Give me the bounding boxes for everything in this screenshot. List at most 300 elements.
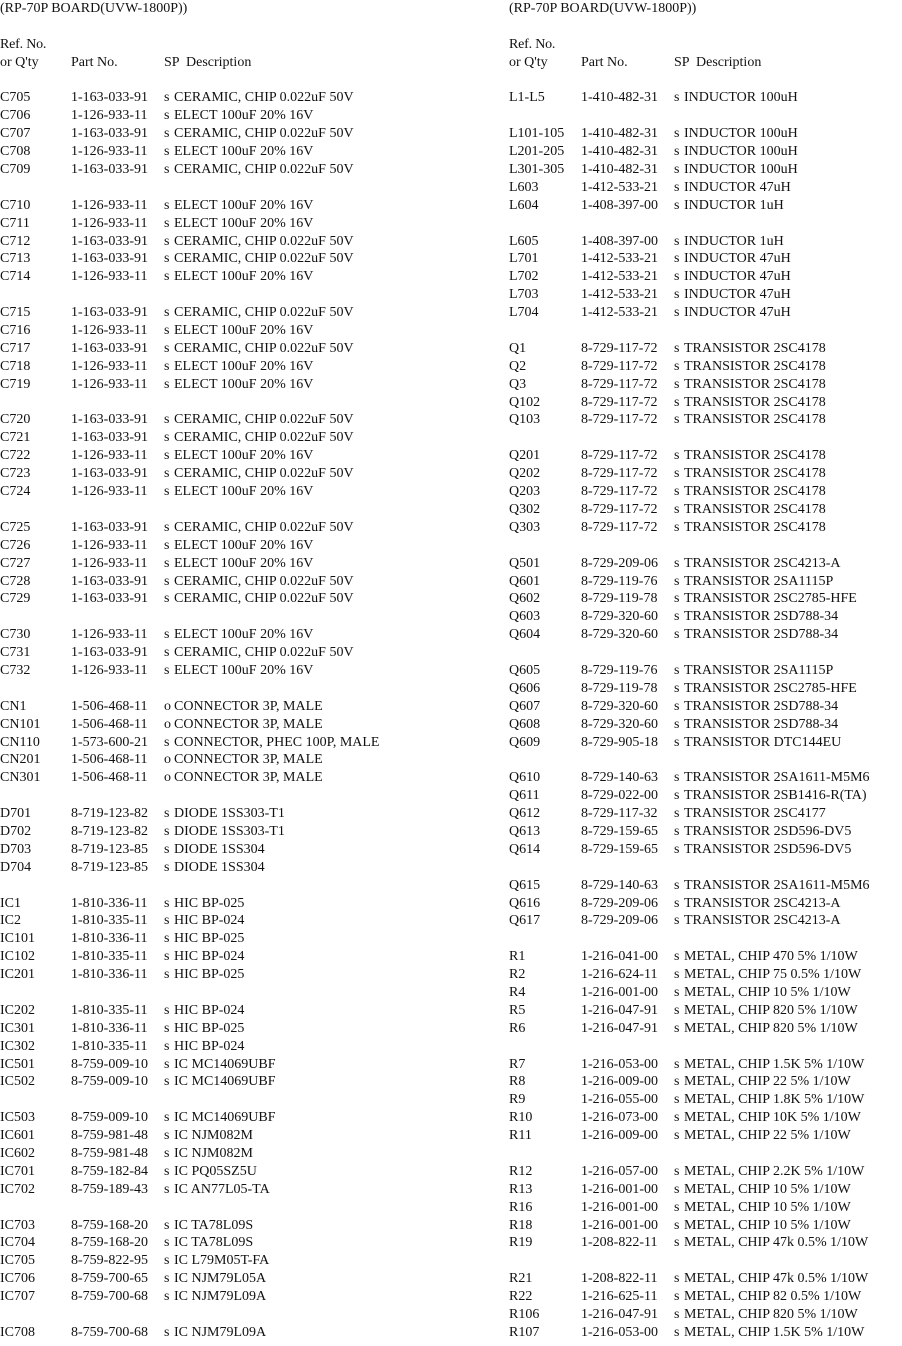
sp-code: s — [674, 806, 680, 822]
part-row — [509, 734, 902, 752]
part-row — [0, 805, 450, 823]
description: IC AN77L05-TA — [174, 1181, 270, 1197]
description: ELECT 100uF 20% 16V — [174, 448, 314, 464]
description: IC PQ05SZ5U — [174, 1163, 257, 1179]
sp-code: s — [674, 179, 680, 195]
part-row — [0, 769, 450, 787]
part-no: 1-216-001-00 — [581, 1181, 658, 1197]
description: ELECT 100uF 20% 16V — [174, 358, 314, 374]
sp-code: s — [674, 716, 680, 732]
part-no: 8-729-119-78 — [581, 680, 658, 696]
sp-code: s — [164, 1324, 170, 1340]
ref-no: C706 — [0, 108, 31, 124]
part-row — [509, 698, 902, 716]
description: CERAMIC, CHIP 0.022uF 50V — [174, 340, 354, 356]
sp-code: s — [674, 251, 680, 267]
ref-no: Q501 — [509, 555, 541, 571]
ref-no: CN101 — [0, 716, 41, 732]
description: IC NJM082M — [174, 1128, 253, 1144]
sp-code: s — [164, 913, 170, 929]
part-no: 1-810-336-11 — [71, 1020, 148, 1036]
ref-no: IC302 — [0, 1038, 35, 1054]
sp-code: s — [674, 591, 680, 607]
part-no: 8-729-117-72 — [581, 448, 658, 464]
part-row — [509, 680, 902, 698]
part-row — [0, 483, 450, 501]
sp-code: s — [164, 931, 170, 947]
description: ELECT 100uF 20% 16V — [174, 627, 314, 643]
ref-no: L1-L5 — [509, 90, 545, 106]
part-row — [0, 930, 450, 948]
sp-code: s — [164, 430, 170, 446]
ref-no: Q606 — [509, 680, 541, 696]
part-row — [0, 1073, 450, 1091]
part-row — [509, 769, 902, 787]
part-no: 1-126-933-11 — [71, 484, 148, 500]
ref-no: R106 — [509, 1307, 540, 1323]
part-no: 1-126-933-11 — [71, 269, 148, 285]
description: IC NJM79L09A — [174, 1324, 267, 1340]
description: ELECT 100uF 20% 16V — [174, 323, 314, 339]
part-row — [0, 948, 450, 966]
part-no: 8-759-009-10 — [71, 1110, 148, 1126]
part-row — [509, 286, 902, 304]
part-no: 8-759-700-68 — [71, 1324, 148, 1340]
description: CONNECTOR 3P, MALE — [174, 716, 323, 732]
part-no: 8-729-209-06 — [581, 555, 658, 571]
description: DIODE 1SS304 — [174, 841, 265, 857]
sp-code: s — [164, 144, 170, 160]
description: TRANSISTOR 2SC2785-HFE — [684, 680, 857, 696]
part-row — [509, 1073, 902, 1091]
part-row — [0, 1324, 450, 1342]
part-row — [509, 304, 902, 322]
ref-no: L201-205 — [509, 144, 565, 160]
ref-no: Q608 — [509, 716, 541, 732]
ref-no: IC701 — [0, 1163, 35, 1179]
ref-no: D701 — [0, 806, 32, 822]
ref-no: Q2 — [509, 358, 527, 374]
part-no: 1-408-397-00 — [581, 197, 658, 213]
part-row — [0, 1056, 450, 1074]
part-row — [509, 233, 902, 251]
part-no: 1-506-468-11 — [71, 770, 148, 786]
ref-no: C723 — [0, 466, 31, 482]
part-no: 1-506-468-11 — [71, 698, 148, 714]
sp-code: s — [674, 287, 680, 303]
description: TRANSISTOR 2SC2785-HFE — [684, 591, 857, 607]
sp-code: s — [164, 233, 170, 249]
part-row — [0, 376, 450, 394]
sp-code: s — [674, 823, 680, 839]
ref-no: Q609 — [509, 734, 541, 750]
part-no: 1-412-533-21 — [581, 251, 658, 267]
part-row — [509, 608, 902, 626]
sp-code: s — [674, 662, 680, 678]
part-row — [0, 1181, 450, 1199]
description: HIC BP-025 — [174, 1020, 245, 1036]
description: ELECT 100uF 20% 16V — [174, 662, 314, 678]
sp-code: s — [674, 1307, 680, 1323]
sp-code: s — [164, 734, 170, 750]
ref-no: C710 — [0, 197, 31, 213]
description: TRANSISTOR 2SD788-34 — [684, 716, 839, 732]
sp-code: s — [674, 144, 680, 160]
part-no: 1-163-033-91 — [71, 645, 148, 661]
description: TRANSISTOR 2SC4177 — [684, 806, 826, 822]
part-no: 8-719-123-82 — [71, 806, 148, 822]
description: DIODE 1SS303-T1 — [174, 806, 285, 822]
part-row — [0, 555, 450, 573]
part-row — [509, 268, 902, 286]
description: INDUCTOR 100uH — [684, 144, 798, 160]
ref-no: R18 — [509, 1217, 533, 1233]
description: METAL, CHIP 1.5K 5% 1/10W — [684, 1056, 865, 1072]
column-headers — [509, 54, 902, 72]
description: METAL, CHIP 820 5% 1/10W — [684, 1002, 858, 1018]
part-row — [509, 1324, 902, 1342]
sp-code: s — [164, 519, 170, 535]
part-row — [509, 912, 902, 930]
description: DIODE 1SS304 — [174, 859, 265, 875]
description: TRANSISTOR 2SD596-DV5 — [684, 823, 852, 839]
description: IC TA78L09S — [174, 1235, 254, 1251]
part-row — [0, 447, 450, 465]
description: TRANSISTOR 2SC4178 — [684, 358, 826, 374]
sp-code: s — [164, 1146, 170, 1161]
part-no: 1-126-933-11 — [71, 627, 148, 643]
sp-code: s — [674, 1074, 680, 1090]
sp-code: s — [674, 1235, 680, 1251]
part-no: 8-759-009-10 — [71, 1056, 148, 1072]
description: HIC BP-024 — [174, 1002, 245, 1018]
part-no: 1-126-933-11 — [71, 358, 148, 374]
part-no: 1-163-033-91 — [71, 90, 148, 106]
description: TRANSISTOR 2SC4178 — [684, 484, 826, 500]
part-row — [509, 590, 902, 608]
description: HIC BP-024 — [174, 913, 245, 929]
sp-code: s — [164, 376, 170, 392]
ref-no: L702 — [509, 269, 539, 285]
part-no: 1-412-533-21 — [581, 269, 658, 285]
part-row — [509, 376, 902, 394]
ref-no: Q605 — [509, 662, 541, 678]
ref-no: Q603 — [509, 609, 541, 625]
description: CERAMIC, CHIP 0.022uF 50V — [174, 591, 354, 607]
left-column — [0, 0, 450, 1342]
part-no: 1-163-033-91 — [71, 466, 148, 482]
part-row — [509, 483, 902, 501]
part-no: 1-408-397-00 — [581, 233, 658, 249]
ref-no: CN201 — [0, 752, 41, 768]
part-no: 1-126-933-11 — [71, 662, 148, 678]
ref-no: L605 — [509, 233, 539, 249]
sp-code: s — [674, 466, 680, 482]
ref-no: IC707 — [0, 1289, 35, 1305]
part-no: 8-759-700-68 — [71, 1289, 148, 1305]
ref-no: IC102 — [0, 949, 35, 965]
description: IC NJM082M — [174, 1146, 253, 1161]
part-row — [509, 573, 902, 591]
description: METAL, CHIP 820 5% 1/10W — [684, 1020, 858, 1036]
ref-no: IC503 — [0, 1110, 35, 1126]
column-headers — [0, 54, 450, 72]
part-no: 1-216-057-00 — [581, 1163, 658, 1179]
sp-code: s — [674, 877, 680, 893]
description: CERAMIC, CHIP 0.022uF 50V — [174, 251, 354, 267]
board-title: (RP-70P BOARD(UVW-1800P)) — [509, 1, 697, 16]
sp-code: o — [164, 698, 171, 714]
part-no: 8-759-189-43 — [71, 1181, 148, 1197]
sp-code: s — [674, 1181, 680, 1197]
description: IC NJM79L05A — [174, 1271, 267, 1287]
ref-no: Q615 — [509, 877, 541, 893]
sp-code: o — [164, 770, 171, 786]
description: TRANSISTOR 2SD788-34 — [684, 698, 839, 714]
sp-code: s — [164, 662, 170, 678]
sp-code: s — [164, 215, 170, 231]
part-no: 8-759-822-95 — [71, 1253, 148, 1269]
part-row — [0, 823, 450, 841]
ref-no: L101-105 — [509, 126, 565, 142]
part-no: 8-729-159-65 — [581, 823, 658, 839]
ref-no: CN1 — [0, 698, 27, 714]
sp-code: s — [674, 412, 680, 428]
description: CERAMIC, CHIP 0.022uF 50V — [174, 126, 354, 142]
ref-no: C725 — [0, 519, 31, 535]
part-no: 1-216-009-00 — [581, 1074, 658, 1090]
sp-code: s — [164, 412, 170, 428]
part-row — [0, 89, 450, 107]
description: METAL, CHIP 470 5% 1/10W — [684, 949, 858, 965]
part-row — [509, 1181, 902, 1199]
sp-code: s — [164, 1038, 170, 1054]
part-no: 8-729-117-72 — [581, 358, 658, 374]
sp-code: s — [674, 573, 680, 589]
description: INDUCTOR 1uH — [684, 197, 784, 213]
description: TRANSISTOR 2SC4213-A — [684, 555, 841, 571]
ref-no: IC601 — [0, 1128, 35, 1144]
part-row — [0, 1163, 450, 1181]
part-row — [509, 250, 902, 268]
ref-no: C728 — [0, 573, 31, 589]
part-no: 8-729-117-72 — [581, 466, 658, 482]
header-sp: SP — [164, 54, 180, 70]
sp-code: s — [164, 537, 170, 553]
description: METAL, CHIP 10 5% 1/10W — [684, 984, 851, 1000]
sp-code: s — [674, 448, 680, 464]
ref-no: Q602 — [509, 591, 541, 607]
ref-no: IC1 — [0, 895, 21, 911]
part-no: 1-216-041-00 — [581, 949, 658, 965]
part-row — [0, 322, 450, 340]
part-no: 1-216-047-91 — [581, 1307, 658, 1323]
ref-no: Q607 — [509, 698, 541, 714]
part-no: 8-729-119-76 — [581, 573, 658, 589]
description: METAL, CHIP 10 5% 1/10W — [684, 1199, 851, 1215]
sp-code: s — [674, 90, 680, 106]
sp-code: s — [674, 1199, 680, 1215]
part-row — [0, 465, 450, 483]
description: INDUCTOR 47uH — [684, 305, 791, 321]
description: METAL, CHIP 75 0.5% 1/10W — [684, 967, 862, 983]
description: CERAMIC, CHIP 0.022uF 50V — [174, 412, 354, 428]
part-row — [509, 1091, 902, 1109]
part-row — [509, 1217, 902, 1235]
part-no: 1-216-053-00 — [581, 1324, 658, 1340]
description: METAL, CHIP 10K 5% 1/10W — [684, 1110, 861, 1126]
description: ELECT 100uF 20% 16V — [174, 108, 314, 124]
part-no: 8-729-119-76 — [581, 662, 658, 678]
part-row — [509, 447, 902, 465]
header-ref-qty: or Q'ty — [0, 54, 39, 70]
ref-no: IC602 — [0, 1146, 35, 1161]
description: CONNECTOR 3P, MALE — [174, 770, 323, 786]
part-no: 8-759-168-20 — [71, 1217, 148, 1233]
part-row — [0, 573, 450, 591]
board-title: (RP-70P BOARD(UVW-1800P)) — [0, 1, 188, 16]
sp-code: o — [164, 716, 171, 732]
part-no: 1-216-047-91 — [581, 1002, 658, 1018]
description: TRANSISTOR 2SD788-34 — [684, 609, 839, 625]
part-row — [0, 716, 450, 734]
header-part-no: Part No. — [71, 54, 118, 70]
part-row — [509, 197, 902, 215]
ref-no: D704 — [0, 859, 32, 875]
part-row — [509, 1270, 902, 1288]
sp-code: s — [164, 1253, 170, 1269]
sp-code: s — [164, 573, 170, 589]
part-row — [509, 984, 902, 1002]
sp-code: s — [674, 1217, 680, 1233]
ref-no: IC706 — [0, 1271, 35, 1287]
sp-code: s — [164, 1181, 170, 1197]
ref-no: R16 — [509, 1199, 533, 1215]
ref-no: C720 — [0, 412, 31, 428]
ref-no: R12 — [509, 1163, 533, 1179]
part-row — [0, 662, 450, 680]
ref-no: C722 — [0, 448, 31, 464]
description: ELECT 100uF 20% 16V — [174, 555, 314, 571]
sp-code: s — [674, 197, 680, 213]
ref-no: Q1 — [509, 340, 527, 356]
part-no: 8-759-981-48 — [71, 1146, 148, 1161]
description: TRANSISTOR 2SD788-34 — [684, 627, 839, 643]
sp-code: s — [674, 680, 680, 696]
part-no: 1-216-055-00 — [581, 1092, 658, 1108]
sp-code: s — [164, 949, 170, 965]
ref-no: C726 — [0, 537, 31, 553]
sp-code: s — [164, 466, 170, 482]
part-no: 8-719-123-85 — [71, 859, 148, 875]
part-no: 8-759-168-20 — [71, 1235, 148, 1251]
sp-code: s — [674, 484, 680, 500]
description: TRANSISTOR 2SA1115P — [684, 662, 834, 678]
ref-no: IC704 — [0, 1235, 35, 1251]
ref-no: R19 — [509, 1235, 533, 1251]
sp-code: s — [164, 967, 170, 983]
ref-no: L603 — [509, 179, 539, 195]
description: INDUCTOR 47uH — [684, 179, 791, 195]
ref-no: C719 — [0, 376, 31, 392]
part-row — [509, 1288, 902, 1306]
description: ELECT 100uF 20% 16V — [174, 197, 314, 213]
ref-no: C730 — [0, 627, 31, 643]
sp-code: s — [164, 251, 170, 267]
sp-code: s — [674, 1056, 680, 1072]
description: CERAMIC, CHIP 0.022uF 50V — [174, 573, 354, 589]
ref-no: C731 — [0, 645, 31, 661]
part-row — [0, 644, 450, 662]
sp-code: s — [674, 949, 680, 965]
sp-code: s — [164, 1163, 170, 1179]
part-no: 1-126-933-11 — [71, 215, 148, 231]
part-no: 8-729-022-00 — [581, 788, 658, 804]
ref-no: Q614 — [509, 841, 541, 857]
right-parts-list — [509, 89, 902, 1341]
sp-code: s — [674, 126, 680, 142]
part-no: 8-729-320-60 — [581, 609, 658, 625]
part-row — [0, 841, 450, 859]
ref-no: R6 — [509, 1020, 526, 1036]
part-no: 1-216-073-00 — [581, 1110, 658, 1126]
header-sp: SP — [674, 54, 690, 70]
part-no: 8-729-159-65 — [581, 841, 658, 857]
part-row — [509, 501, 902, 519]
part-row — [0, 1038, 450, 1056]
description: TRANSISTOR 2SD596-DV5 — [684, 841, 852, 857]
ref-no: Q202 — [509, 466, 541, 482]
part-no: 8-729-117-72 — [581, 340, 658, 356]
part-row — [509, 411, 902, 429]
sp-code: s — [164, 895, 170, 911]
ref-no: C713 — [0, 251, 31, 267]
part-no: 8-729-905-18 — [581, 734, 658, 750]
part-row — [0, 626, 450, 644]
description: METAL, CHIP 1.5K 5% 1/10W — [684, 1324, 865, 1340]
part-row — [0, 895, 450, 913]
ref-no: R9 — [509, 1092, 526, 1108]
part-row — [0, 233, 450, 251]
sp-code: s — [164, 1002, 170, 1018]
part-row — [0, 143, 450, 161]
sp-code: s — [674, 555, 680, 571]
ref-no: L704 — [509, 305, 539, 321]
part-row — [0, 859, 450, 877]
part-no: 1-126-933-11 — [71, 144, 148, 160]
ref-no: IC502 — [0, 1074, 35, 1090]
sp-code: s — [164, 269, 170, 285]
part-row — [509, 1234, 902, 1252]
left-parts-list — [0, 89, 450, 1341]
sp-code: s — [164, 1235, 170, 1251]
header-description: Description — [696, 54, 762, 70]
part-no: 1-126-933-11 — [71, 197, 148, 213]
sp-code: s — [674, 913, 680, 929]
part-no: 1-216-009-00 — [581, 1128, 658, 1144]
part-row — [509, 841, 902, 859]
part-row — [509, 1199, 902, 1217]
part-no: 8-729-117-72 — [581, 376, 658, 392]
part-no: 1-810-336-11 — [71, 931, 148, 947]
part-row — [0, 537, 450, 555]
part-row — [0, 340, 450, 358]
sp-code: s — [674, 269, 680, 285]
ref-no: C708 — [0, 144, 31, 160]
sp-code: s — [674, 984, 680, 1000]
part-row — [509, 394, 902, 412]
ref-no: L604 — [509, 197, 539, 213]
